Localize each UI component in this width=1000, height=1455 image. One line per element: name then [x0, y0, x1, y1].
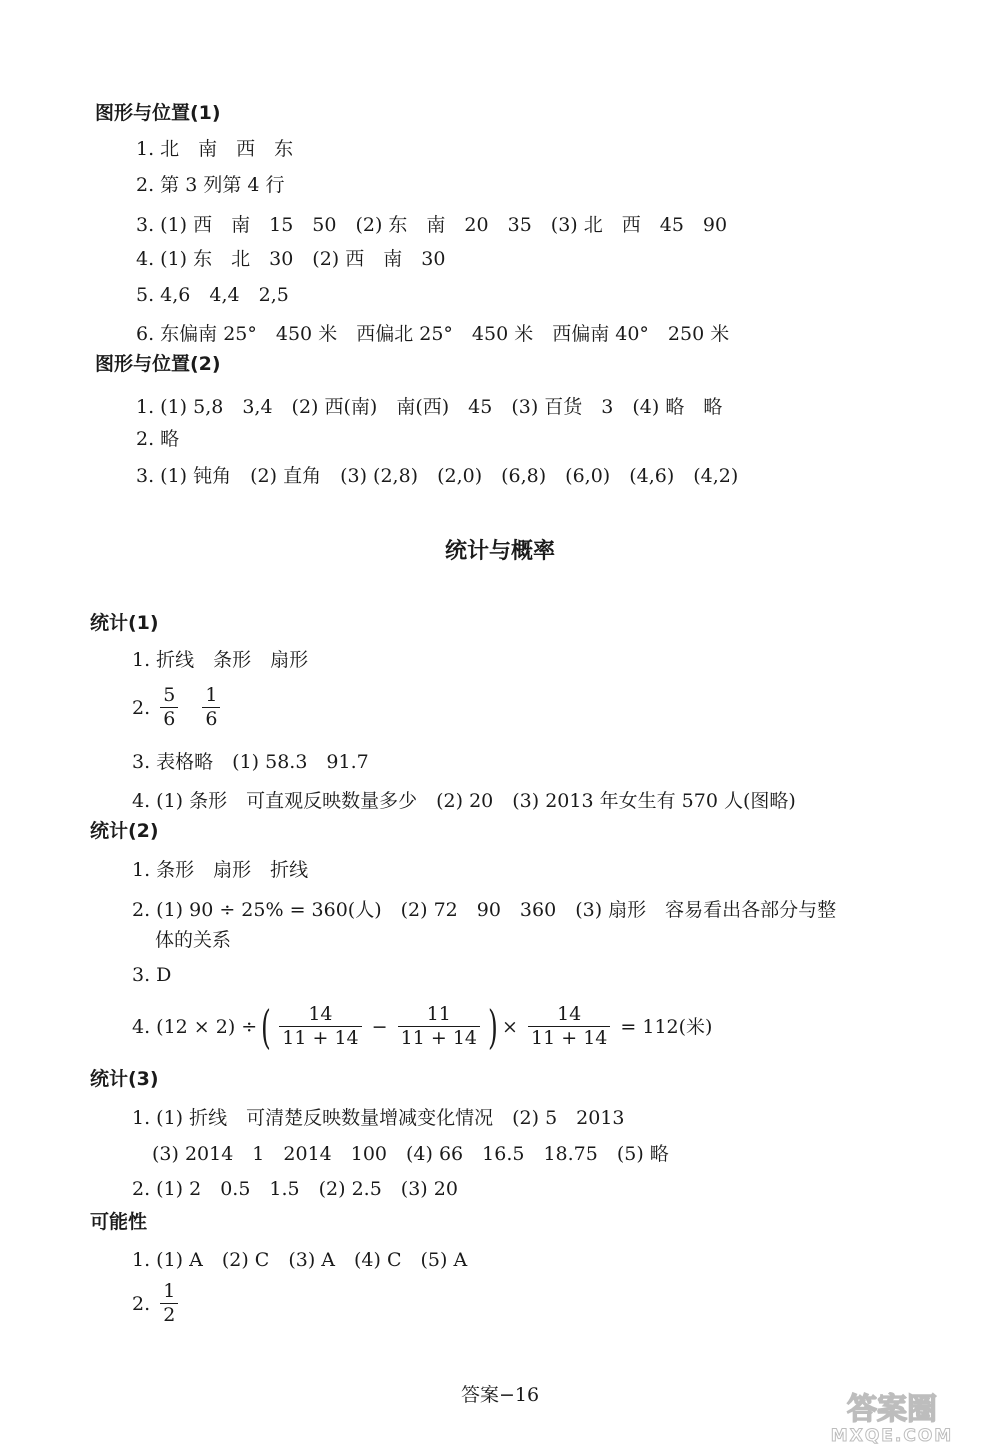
answer-line: 3. (1) 钝角 (2) 直角 (3) (2,8) (2,0) (6,8) (6,0) (4,6) (4,2): [136, 465, 739, 487]
section-heading-stat-3: 统计(3): [90, 1068, 159, 1090]
formula-prefix: 4. (12 × 2) ÷: [132, 1015, 258, 1038]
fraction: $\frac{14}{11 + 14}$: [528, 1003, 610, 1050]
answer-line: 1. (1) A (2) C (3) A (4) C (5) A: [132, 1249, 468, 1271]
answer-line-fraction: [132, 1280, 182, 1327]
answer-line: 2. 略: [136, 428, 180, 450]
answer-line-formula: [132, 999, 713, 1054]
section-heading-position-2: 图形与位置(2): [95, 353, 221, 375]
times-sign: ×: [502, 1015, 518, 1038]
minus-sign: −: [371, 1015, 388, 1038]
answer-line: 2. (1) 90 ÷ 25% = 360(人) (2) 72 90 360 (3) 扇形 容易看出各部分与整: [132, 899, 837, 921]
fraction: $\frac{14}{11 + 14}$: [279, 1003, 361, 1050]
answer-line: 2. (1) 2 0.5 1.5 (2) 2.5 (3) 20: [132, 1178, 458, 1200]
watermark-url: MXQE.COM: [830, 1426, 954, 1446]
section-heading-stat-1: 统计(1): [90, 612, 159, 634]
answer-line: 1. 北 南 西 东: [136, 138, 294, 160]
left-paren: (: [261, 999, 272, 1054]
section-heading-probability: 可能性: [90, 1211, 148, 1233]
line-number: 2.: [132, 696, 151, 719]
answer-line: 1. 折线 条形 扇形: [132, 649, 309, 671]
answer-line: 5. 4,6 4,4 2,5: [136, 284, 289, 306]
answer-line: 3. D: [132, 964, 172, 986]
line-number: 2.: [132, 1292, 151, 1315]
page-number: 答案−16: [460, 1384, 540, 1406]
answer-line: 1. 条形 扇形 折线: [132, 859, 309, 881]
answer-line-continued: (3) 2014 1 2014 100 (4) 66 16.5 18.75 (5) 略: [152, 1143, 669, 1165]
answer-line: 3. (1) 西 南 15 50 (2) 东 南 20 35 (3) 北 西 45 90: [136, 214, 728, 236]
section-heading-position-1: 图形与位置(1): [95, 102, 221, 124]
chapter-title: 统计与概率: [444, 539, 555, 564]
watermark-logo: [792, 1385, 992, 1447]
answer-line: 4. (1) 条形 可直观反映数量多少 (2) 20 (3) 2013 年女生有 570 人(图略): [132, 790, 796, 812]
fraction: $\frac{11}{11 + 14}$: [398, 1003, 480, 1050]
fraction: $\frac{5}{6}$: [160, 684, 178, 731]
answer-line: 6. 东偏南 25° 450 米 西偏北 25° 450 米 西偏南 40° 250 米: [136, 323, 730, 345]
right-paren: ): [488, 999, 498, 1054]
watermark-svg: [792, 1385, 992, 1447]
answer-line-fractions: [132, 684, 224, 731]
section-heading-stat-2: 统计(2): [90, 820, 159, 842]
fraction: $\frac{1}{6}$: [202, 684, 220, 731]
watermark-text: 答案圈: [847, 1392, 937, 1427]
answer-line: 2. 第 3 列第 4 行: [136, 174, 285, 196]
answer-line-continued: 体的关系: [155, 929, 232, 951]
answer-line: 1. (1) 折线 可清楚反映数量增减变化情况 (2) 5 2013: [132, 1107, 625, 1129]
answer-line: 1. (1) 5,8 3,4 (2) 西(南) 南(西) 45 (3) 百货 3 (4) 略 略: [136, 396, 723, 418]
fraction: $\frac{1}{2}$: [160, 1280, 178, 1327]
answer-line: 4. (1) 东 北 30 (2) 西 南 30: [136, 248, 446, 270]
formula-result: = 112(米): [620, 1015, 713, 1038]
answer-line: 3. 表格略 (1) 58.3 91.7: [132, 751, 369, 773]
